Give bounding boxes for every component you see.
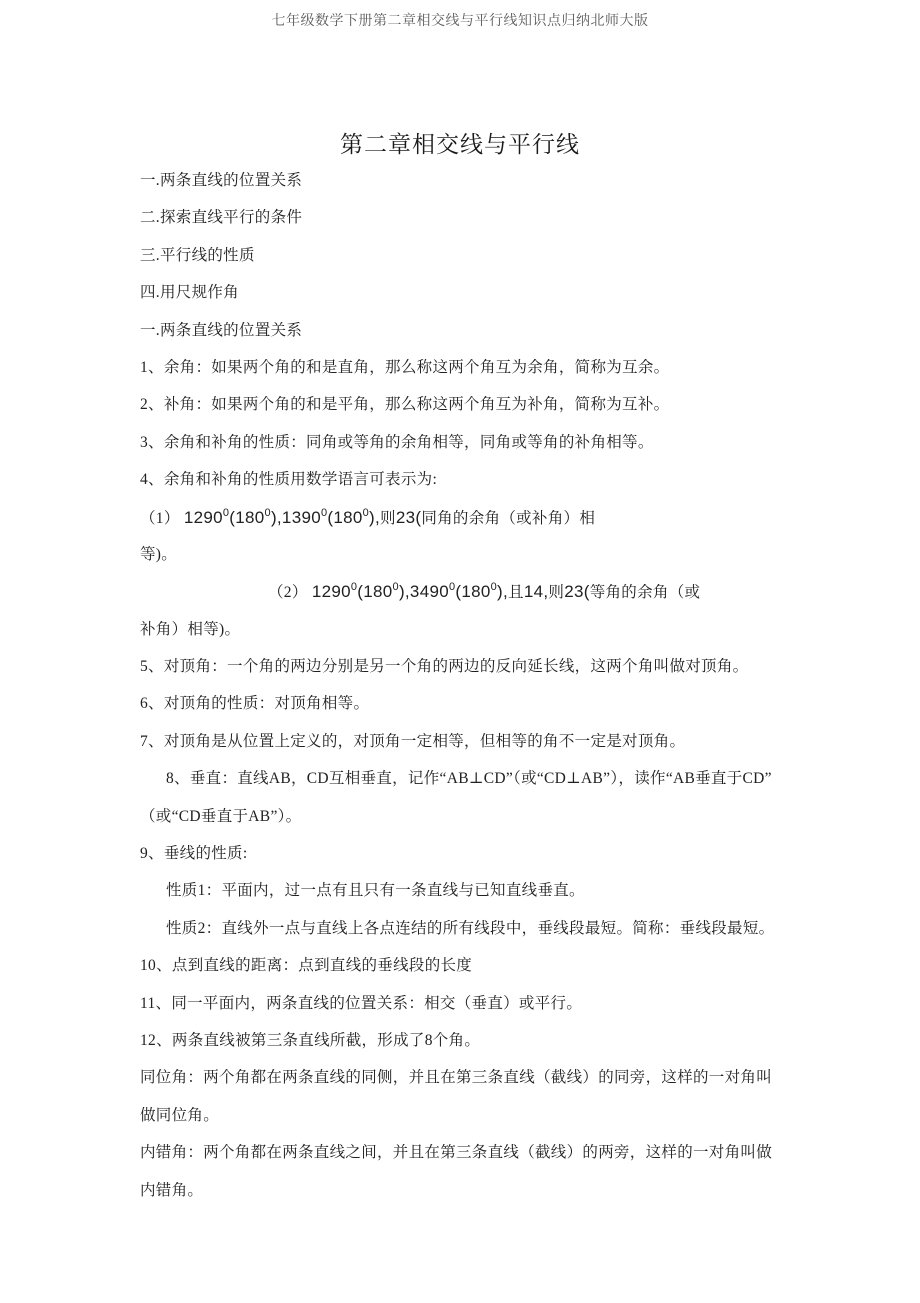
document-header-text: 七年级数学下册第二章相交线与平行线知识点归纳北师大版 xyxy=(271,14,649,29)
formula-number: (180 xyxy=(455,582,491,602)
formula-superscript: 0 xyxy=(264,506,271,519)
formula-number: 23( xyxy=(564,582,590,602)
body-line-4: 4、余角和补角的性质用数学语言可表示为: xyxy=(140,471,438,489)
body-line-6: 6、对顶角的性质：对顶角相等。 xyxy=(140,695,370,713)
formula-line-2 xyxy=(140,573,780,610)
body-line-13: 同位角：两个角都在两条直线的同侧，并且在第三条直线（截线）的同旁，这样的一对角叫 xyxy=(140,1069,773,1087)
formula-number: ),1390 xyxy=(270,507,321,527)
formula-superscript: 0 xyxy=(362,506,370,519)
formula-line-2-continuation: 补角）相等)。 xyxy=(140,620,241,638)
body-line-5: 5、对顶角：一个角的两边分别是另一个角的两边的反向延长线，这两个角叫做对顶角。 xyxy=(140,658,749,676)
formula-number: ), xyxy=(497,582,509,602)
formula-number: 1290 xyxy=(311,582,351,602)
formula-number: ), xyxy=(369,507,381,527)
formula-superscript: 0 xyxy=(490,581,498,594)
formula-cjk: 同角的余角（或补角）相 xyxy=(421,509,596,527)
body-line-9b: 性质2：直线外一点与直线上各点连结的所有线段中，垂线段最短。简称：垂线段最短。 xyxy=(166,919,775,937)
formula-superscript: 0 xyxy=(392,581,399,594)
formula-cjk: 则 xyxy=(380,509,396,527)
outline-item-2: 二.探索直线平行的条件 xyxy=(140,209,303,227)
formula-number: 23( xyxy=(395,507,422,527)
document-body xyxy=(140,162,780,1209)
formula-line-1 xyxy=(140,499,780,536)
formula-cjk: 且 xyxy=(508,584,524,602)
body-line-11: 11、同一平面内，两条直线的位置关系：相交（垂直）或平行。 xyxy=(140,994,583,1012)
outline-item-1: 一.两条直线的位置关系 xyxy=(140,172,303,189)
body-line-8: 8、垂直：直线AB，CD互相垂直，记作“AB⊥CD”（或“CD⊥AB”），读作“AB垂直于CD” xyxy=(166,770,772,788)
formula-line-1-continuation: 等)。 xyxy=(140,545,178,563)
formula-number: (180 xyxy=(229,507,265,527)
formula-label: （1） xyxy=(140,509,180,527)
formula-label: （2） xyxy=(268,584,308,602)
body-line-3: 3、余角和补角的性质：同角或等角的余角相等，同角或等角的补角相等。 xyxy=(140,433,654,451)
body-line-10: 10、点到直线的距离：点到直线的垂线段的长度 xyxy=(140,957,473,975)
section-heading: 一.两条直线的位置关系 xyxy=(140,321,303,339)
formula-cjk: 等角的余角（或 xyxy=(589,584,701,602)
body-line-7: 7、对顶角是从位置上定义的，对顶角一定相等，但相等的角不一定是对顶角。 xyxy=(140,732,686,750)
body-line-8-continuation: （或“CD垂直于AB”）。 xyxy=(140,807,302,825)
body-line-2: 2、补角：如果两个角的和是平角，那么称这两个角互为补角，简称为互补。 xyxy=(140,396,670,414)
formula-number: ),3490 xyxy=(398,582,449,602)
outline-item-3: 三.平行线的性质 xyxy=(140,246,255,264)
formula-superscript: 0 xyxy=(222,506,230,519)
body-line-9: 9、垂线的性质: xyxy=(140,845,248,863)
formula-superscript: 0 xyxy=(448,581,456,594)
formula-superscript: 0 xyxy=(350,581,358,594)
formula-number: (180 xyxy=(327,507,363,527)
body-line-12: 12、两条直线被第三条直线所截，形成了8个角。 xyxy=(140,1031,481,1049)
body-line-1: 1、余角：如果两个角的和是直角，那么称这两个角互为余角，简称为互余。 xyxy=(140,358,670,376)
formula-number: 1290 xyxy=(183,507,223,527)
body-line-9a: 性质1：平面内，过一点有且只有一条直线与已知直线垂直。 xyxy=(166,882,585,900)
body-line-14-continuation: 内错角。 xyxy=(140,1181,204,1199)
formula-number: (180 xyxy=(357,582,393,602)
outline-item-4: 四.用尺规作角 xyxy=(140,284,239,302)
formula-superscript: 0 xyxy=(320,506,328,519)
body-line-13-continuation: 做同位角。 xyxy=(140,1106,220,1124)
formula-cjk: 则 xyxy=(548,584,565,602)
body-line-14: 内错角：两个角都在两条直线之间，并且在第三条直线（截线）的两旁，这样的一对角叫做 xyxy=(140,1144,773,1162)
page-title: 第二章相交线与平行线 xyxy=(340,132,580,157)
formula-number: 14, xyxy=(523,582,549,602)
